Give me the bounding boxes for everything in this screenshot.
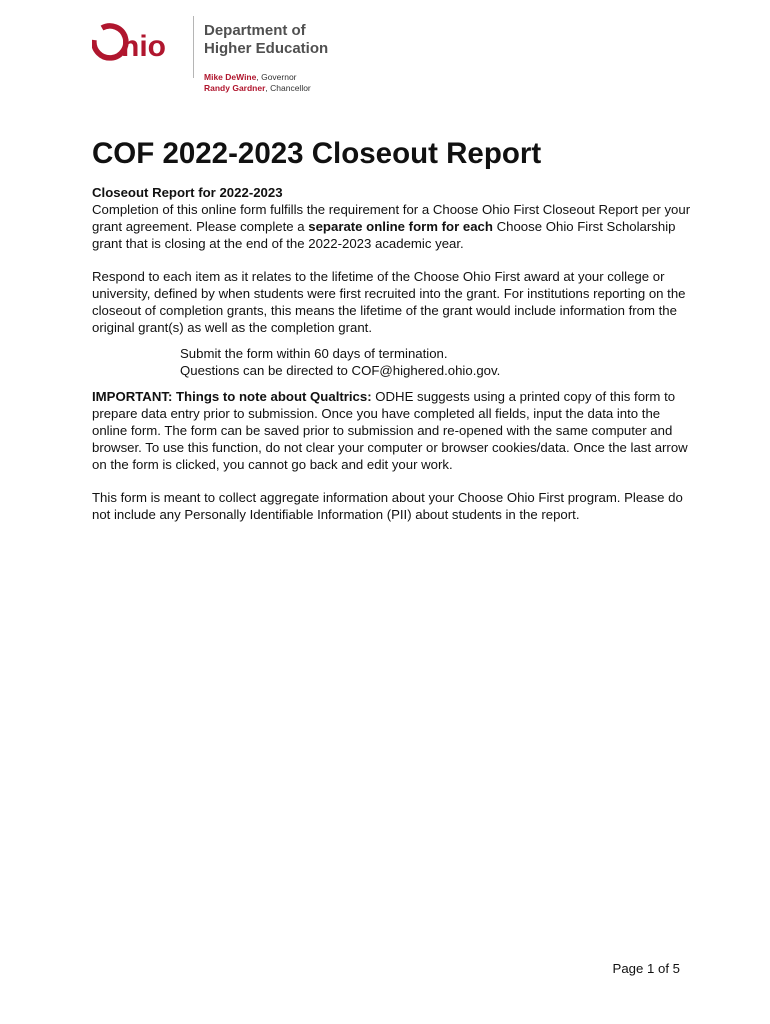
important-paragraph [92,388,692,473]
page-title: COF 2022-2023 Closeout Report [92,137,542,170]
department-line-1: Department of [204,22,306,39]
officials [204,72,311,94]
respond-paragraph: Respond to each item as it relates to the lifetime of the Choose Ohio First award at your college or university, defined by when students were first recruited into the grant. For institutions reporting on the closeout of completion grants, this means the lifetime of the grant would include information from the original grant(s) as well as the completion grant. [92,269,686,335]
department-name [204,22,328,58]
intro-heading: Closeout Report for 2022-2023 [92,185,283,200]
department-line-2: Higher Education [204,40,329,57]
intro-paragraph [92,184,692,252]
governor-title: , Governor [256,72,297,82]
page-number: Page 1 of 5 [612,961,680,976]
instructions [92,345,692,379]
intro-text-end: Choose Ohio First Scholarship grant that is closing at the end of the 2022-2023 academic year. [92,219,676,251]
chancellor-name: Randy Gardner [204,83,266,93]
instruction-submit: Submit the form within 60 days of termination. [180,346,448,361]
svg-text:hio: hio [121,30,166,63]
intro-bold-text: separate online form for each [308,219,493,234]
chancellor-line [204,83,311,94]
intro-text-start: Completion of this online form fulfills the requirement for a Choose Ohio First Closeout Report per your grant agreement. Please complete a [92,202,691,234]
page-header [92,16,352,98]
governor-name: Mike DeWine [204,72,257,82]
document-body [92,136,692,523]
ohio-logo [92,18,184,72]
pii-paragraph: This form is meant to collect aggregate information about your Choose Ohio First program. Please do not include any Personally Identifiable Information (PII) about students in the report. [92,490,683,522]
important-text: ODHE suggests using a printed copy of this form to prepare data entry prior to submission. Once you have completed all fields, input the data into the online form. The form can be saved prior to submission and re-opened with the same computer and browser. To use this function, do not clear your computer or browser cookies/data. Once the last arrow on the form is clicked, you cannot go back and edit your work. [92,389,688,472]
instruction-questions: Questions can be directed to COF@highered.ohio.gov. [180,363,501,378]
important-label: IMPORTANT: Things to note about Qualtrics: [92,389,372,404]
chancellor-title: , Chancellor [265,83,311,93]
governor-line [204,72,311,83]
logo-divider [193,16,194,78]
